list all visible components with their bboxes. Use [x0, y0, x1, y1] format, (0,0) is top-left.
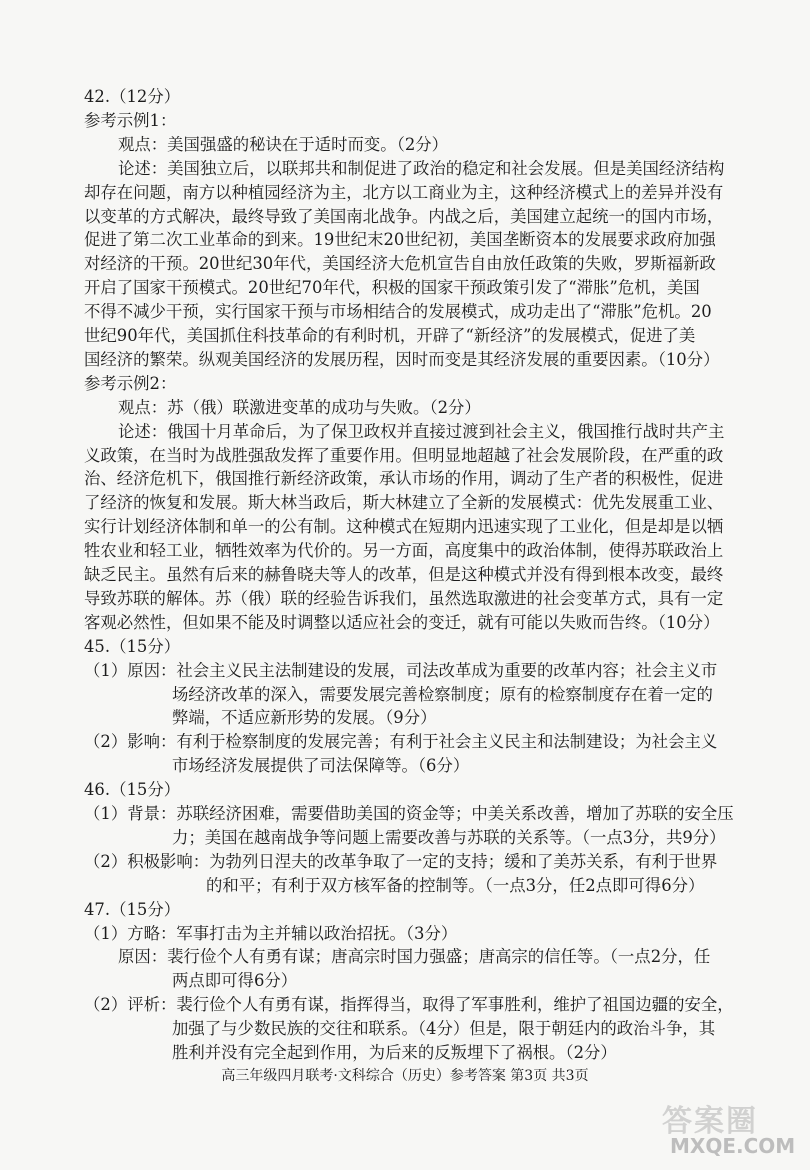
answer-line: 导致苏联的解体。苏（俄）联的经验告诉我们，虽然选取激进的社会变革方式，具有一定 — [84, 588, 724, 608]
answer-line: （2）评析：裴行俭个人有勇有谋，指挥得当，取得了军事胜利，维护了祖国边疆的安全， — [84, 995, 734, 1015]
answer-line: （1）原因：社会主义民主法制建设的发展，司法改革成为重要的改革内容；社会主义市 — [84, 660, 718, 680]
answer-line: 论述：俄国十月革命后，为了保卫政权并直接过渡到社会主义，俄国推行战时共产主 — [118, 421, 725, 441]
watermark-logo: 答案圈 — [662, 1104, 758, 1139]
answer-line: 以变革的方式解决，最终导致了美国南北战争。内战之后，美国建立起统一的国内市场， — [84, 206, 724, 226]
question-heading: 46.（15分） — [84, 780, 181, 800]
answer-line: 胜利并没有完全起到作用，为后来的反叛埋下了祸根。（2分） — [172, 1043, 617, 1062]
answer-line: 对经济的干预。20世纪30年代，美国经济大危机宣告自由放任政策的失败，罗斯福新政 — [84, 254, 716, 274]
answer-line: 促进了第二次工业革命的到来。19世纪末20世纪初，美国垄断资本的发展要求政府加强 — [84, 230, 716, 250]
page-footer: 高三年级四月联考·文科综合（历史）参考答案 第3页 共3页 — [221, 1068, 589, 1084]
answer-line: 世纪90年代，美国抓住科技革命的有利时机，开辟了“新经济”的发展模式，促进了美 — [84, 326, 696, 345]
answer-line: 参考示例2： — [84, 373, 177, 393]
answer-line: 却存在问题，南方以种植园经济为主，北方以工商业为主，这种经济模式上的差异并没有 — [84, 182, 724, 202]
answer-line: 牲农业和轻工业，牺牲效率为代价的。另一方面，高度集中的政治体制，使得苏联政治上 — [84, 541, 724, 561]
answer-line: 实行计划经济体制和单一的公有制。这种模式在短期内迅速实现了工业化，但是却是以牺 — [84, 517, 724, 537]
answer-line: 缺乏民主。虽然有后来的赫鲁晓夫等人的改革，但是这种模式并没有得到根本改变，最终 — [84, 565, 724, 584]
watermark-url: MXQE.COM — [670, 1134, 796, 1158]
answer-line: 观点：美国强盛的秘诀在于适时而变。（2分） — [118, 134, 449, 154]
answer-line: 治、经济危机下，俄国推行新经济政策，承认市场的作用，调动了生产者的积极性，促进 — [84, 469, 724, 489]
answer-line: 原因：裴行俭个人有勇有谋；唐高宗时国力强盛；唐高宗的信任等。（一点2分，任 — [118, 947, 711, 967]
question-heading: 42.（12分） — [84, 87, 181, 106]
question-heading: 45.（15分） — [84, 636, 181, 656]
answer-line: （2）影响：有利于检察制度的发展完善；有利于社会主义民主和法制建设；为社会主义 — [84, 732, 718, 752]
question-heading: 47.（15分） — [84, 899, 181, 919]
answer-line: 参考示例1： — [84, 110, 177, 130]
answer-line: 国经济的繁荣。纵观美国经济的发展历程，因时而变是其经济发展的重要因素。（10分） — [84, 349, 720, 369]
answer-line: 市场经济发展提供了司法保障等。（6分） — [172, 756, 470, 776]
answer-line: 两点即可得6分） — [172, 971, 298, 991]
answer-line: 力；美国在越南战争等问题上需要改善与苏联的关系等。（一点3分，共9分） — [172, 827, 726, 847]
answer-line: 客观必然性，但如果不能及时调整以适应社会的变迁，就有可能以失败而告终。（10分） — [84, 612, 720, 632]
watermark — [654, 1096, 794, 1162]
answer-line: 加强了与少数民族的交往和联系。（4分）但是，限于朝廷内的政治斗争，其 — [172, 1019, 716, 1039]
answer-line: 场经济改革的深入，需要发展完善检察制度；原有的检察制度存在着一定的 — [172, 684, 713, 704]
answer-line: 的和平；有利于双方核军备的控制等。（一点3分，任2点即可得6分） — [206, 875, 705, 895]
answer-line: 不得不减少干预，实行国家干预与市场相结合的发展模式，成功走出了“滞胀”危机。20 — [84, 302, 712, 322]
answer-line: 义政策，在当时为战胜强敌发挥了重要作用。但明显地超越了社会发展阶段，在严重的政 — [84, 445, 724, 465]
answer-line: 了经济的恢复和发展。斯大林当政后，斯大林建立了全新的发展模式：优先发展重工业、 — [84, 493, 724, 513]
answer-line: （1）方略：军事打击为主并辅以政治招抚。（3分） — [84, 923, 458, 943]
answer-line: 开启了国家干预模式。20世纪70年代，积极的国家干预政策引发了“滞胀”危机，美国 — [84, 278, 700, 298]
answer-line: 论述：美国独立后，以联邦共和制促进了政治的稳定和社会发展。但是美国经济结构 — [118, 158, 725, 178]
answer-line: 观点：苏（俄）联激进变革的成功与失败。（2分） — [118, 397, 481, 417]
answer-line: （1）背景：苏联经济困难，需要借助美国的资金等；中美关系改善，增加了苏联的安全压 — [84, 804, 734, 823]
answer-line: 弊端，不适应新形势的发展。（9分） — [172, 708, 437, 728]
answer-line: （2）积极影响：为勃列日涅夫的改革争取了一定的支持；缓和了美苏关系，有利于世界 — [84, 851, 718, 871]
